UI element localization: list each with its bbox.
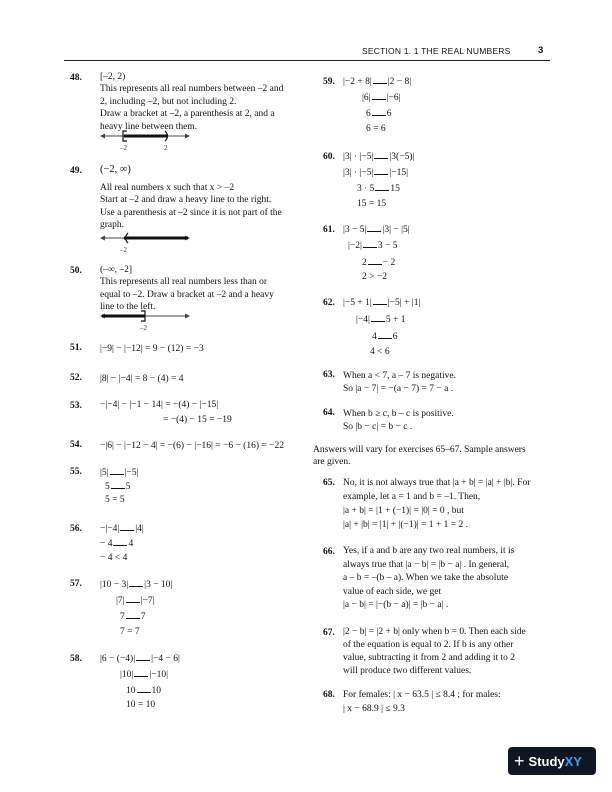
studyxy-logo[interactable]	[508, 747, 596, 775]
expr-right: 10	[151, 686, 161, 696]
text-line: This represents all real numbers less than or	[100, 277, 267, 288]
blank-line	[111, 480, 125, 489]
text-line: When a < 7, a – 7 is negative.	[343, 371, 456, 381]
text-line: | x − 68.9 | ≤ 9.3	[343, 704, 405, 714]
problem-number: 60.	[323, 152, 335, 162]
problem-68-text	[343, 688, 501, 716]
header-rule	[64, 60, 550, 61]
expr-left: 4	[372, 332, 377, 342]
text-line: This represents all real numbers between –2 and	[100, 84, 284, 95]
expr-right: 6	[386, 109, 392, 119]
problem-49-text	[100, 182, 282, 232]
expr-left: |6|	[362, 93, 371, 103]
comparison	[120, 610, 146, 623]
comparison	[348, 239, 398, 252]
blank-line	[120, 522, 134, 531]
blank-line	[371, 313, 385, 322]
text-line: |a| + |b| = |1| + |(−1)| = 1 + 1 = 2 .	[343, 520, 469, 530]
comparison	[357, 182, 400, 195]
text-line: always true that |a − b| = |b − a| . In general,	[343, 559, 510, 570]
comparison	[100, 537, 133, 550]
number-line-49	[100, 232, 190, 254]
blank-line	[373, 75, 387, 84]
problem-number: 50.	[70, 266, 82, 276]
expr-left: 10	[126, 686, 136, 696]
tick-label: –2	[120, 144, 127, 152]
problem-number: 63.	[323, 370, 335, 380]
expr-right: 7	[140, 612, 146, 622]
blank-line	[368, 256, 382, 265]
expr-right: |3 − 10|	[144, 580, 173, 590]
blank-line	[137, 684, 151, 693]
comparison	[126, 684, 161, 697]
comparison	[120, 668, 168, 681]
blank-line	[372, 107, 386, 116]
comparison	[116, 594, 154, 607]
logo-text-a: Study	[528, 753, 565, 769]
text-line: |a + b| = |1 + (−1)| = |0| = 0 , but	[343, 506, 464, 516]
problem-50-text	[100, 264, 274, 314]
blank-line	[367, 223, 381, 232]
expr-right: 3 − 5	[377, 241, 398, 251]
expr-left: 5	[105, 482, 110, 492]
expr-left: |3 − 5|	[343, 225, 367, 235]
expr-right: |−7|	[140, 596, 155, 606]
equation: −|−4| − |−1 − 14| = −(4) − |−15|	[100, 400, 219, 410]
text-line: |a − b| = |−(b − a)| = |b − a| .	[343, 600, 449, 610]
comparison	[343, 150, 414, 163]
problem-number: 62.	[323, 298, 335, 308]
text-line: equal to –2. Draw a bracket at –2 and a heavy	[100, 289, 274, 300]
problem-number: 52.	[70, 373, 82, 383]
expr-left: |3| · |−5|	[343, 152, 374, 162]
text-line: All real numbers x such that x > –2	[100, 183, 235, 193]
blank-line	[372, 91, 386, 100]
problem-67-text	[343, 626, 526, 678]
comparison	[100, 652, 180, 665]
problem-number: 59.	[323, 77, 335, 87]
text-line: Start at –2 and draw a heavy line to the right.	[100, 195, 272, 206]
expr-right: |3(−5)|	[389, 152, 415, 162]
expr-right: |−15|	[389, 168, 409, 178]
text-line: Draw a bracket at –2, a parenthesis at 2, and a	[100, 109, 275, 120]
result: 5 = 5	[105, 495, 125, 505]
text-line: Answers will vary for exercises 65–67. Sample answers	[313, 445, 526, 455]
text-line: 2, including –2, but not including 2.	[100, 96, 237, 107]
problem-number: 54.	[70, 440, 82, 450]
result: 4 < 6	[370, 347, 390, 357]
result: 6 = 6	[366, 124, 386, 134]
equation: |8| − |−4| = 8 − (4) = 4	[100, 374, 184, 384]
tick-label: –2	[120, 246, 127, 254]
problem-number: 68.	[323, 690, 335, 700]
text-line: a – b = –(b – a). When we take the absolute	[343, 573, 509, 583]
equation: = −(4) − 15 = −19	[163, 415, 232, 425]
expr-left: |7|	[116, 596, 125, 606]
problem-65-text	[343, 476, 530, 532]
text-line: When b ≥ c, b – c is positive.	[343, 409, 454, 419]
text-line: So |b − c| = b − c .	[343, 422, 413, 432]
blank-line	[374, 166, 388, 175]
comparison	[100, 466, 138, 479]
result: 10 = 10	[126, 700, 156, 710]
number-line-50	[100, 310, 190, 332]
problem-number: 49.	[70, 166, 82, 176]
number-line-48	[100, 130, 190, 152]
expr-right: 4	[128, 539, 134, 549]
expr-left: −|−4|	[100, 524, 120, 534]
expr-left: 2	[362, 258, 367, 268]
problem-48-text	[100, 71, 283, 133]
text-line: So |a − 7| = −(a − 7) = 7 − a .	[343, 384, 454, 394]
blank-line	[129, 578, 143, 587]
blank-line	[375, 182, 389, 191]
result: − 4 < 4	[100, 553, 128, 563]
expr-left: 7	[120, 612, 125, 622]
expr-right: 15	[390, 184, 400, 194]
problem-number: 51.	[70, 343, 82, 353]
expr-right: |−10|	[149, 670, 168, 680]
comparison	[343, 296, 420, 309]
expr-right: |3| − |5|	[382, 225, 410, 235]
problem-number: 64.	[323, 408, 335, 418]
comparison	[366, 107, 392, 120]
answers-intro	[313, 444, 526, 469]
text-line: Use a parenthesis at –2 since it is not part of the	[100, 207, 282, 218]
problem-number: 67.	[323, 628, 335, 638]
comparison	[356, 313, 406, 326]
blank-line	[373, 296, 387, 305]
text-line: value, subtracting it from 2 and adding it to 2	[343, 653, 516, 663]
logo-text-b: XY	[564, 753, 582, 769]
text-line: heavy line between them.	[100, 121, 198, 132]
text-line: line to the left.	[100, 302, 156, 313]
problem-66-text	[343, 545, 514, 613]
text-line: (–∞, –2]	[100, 265, 133, 275]
problem-number: 53.	[70, 401, 82, 411]
expr-left: |−5 + 1|	[343, 298, 372, 308]
comparison	[105, 480, 131, 493]
text-line: are given.	[313, 457, 351, 468]
expr-left: |−2 + 8|	[343, 77, 372, 87]
expr-left: 3 · 5	[357, 184, 375, 194]
tick-label: –2	[140, 324, 147, 332]
problem-number: 57.	[70, 579, 82, 589]
interval-notation: (−2, ∞)	[100, 164, 131, 175]
problem-number: 61.	[323, 225, 335, 235]
comparison	[343, 166, 408, 179]
result: 15 = 15	[357, 199, 387, 209]
result: 2 > −2	[362, 272, 387, 282]
text-line: [–2, 2)	[100, 72, 126, 82]
equation: −|6| − |−12 − 4| = −(6) − |−16| = −6 − (16) = −22	[100, 441, 284, 451]
blank-line	[113, 537, 127, 546]
page-number: 3	[538, 45, 544, 56]
blank-line	[126, 610, 140, 619]
problem-number: 58.	[70, 654, 82, 664]
blank-line	[374, 150, 388, 159]
expr-right: |−5| + |1|	[387, 298, 421, 308]
blank-line	[363, 239, 377, 248]
text-line: |2 − b| = |2 + b| only when b = 0. Then each side	[343, 627, 526, 637]
expr-right: |−6|	[386, 93, 401, 103]
section-header: SECTION 1. 1 THE REAL NUMBERS	[362, 46, 511, 56]
tick-label: 2	[164, 144, 168, 152]
plus-icon: +	[514, 750, 525, 771]
text-line: value of each side, we get	[343, 586, 442, 597]
problem-number: 66.	[323, 547, 335, 557]
comparison	[362, 91, 400, 104]
comparison	[100, 522, 144, 535]
text-line: will produce two different values.	[343, 666, 472, 676]
expr-left: − 4	[100, 539, 113, 549]
blank-line	[136, 652, 150, 661]
comparison	[343, 75, 411, 88]
expr-right: |2 − 8|	[387, 77, 412, 87]
blank-line	[378, 330, 392, 339]
comparison	[100, 578, 172, 591]
expr-right: − 2	[382, 258, 396, 268]
expr-left: |3| · |−5|	[343, 168, 374, 178]
problem-number: 55.	[70, 467, 82, 477]
expr-right: |−4 − 6|	[151, 654, 180, 664]
problem-number: 48.	[70, 73, 82, 83]
expr-right: 5	[125, 482, 131, 492]
expr-right: |−5|	[124, 468, 139, 478]
text-line: Yes, if a and b are any two real numbers, it is	[343, 546, 515, 556]
blank-line	[134, 668, 148, 677]
problem-number: 65.	[323, 478, 335, 488]
problem-number: 56.	[70, 524, 82, 534]
text-line: example, let a = 1 and b = –1. Then,	[343, 492, 481, 502]
text-line: graph.	[100, 220, 125, 231]
expr-left: |10 − 3|	[100, 580, 129, 590]
text-line: No, it is not always true that |a + b| = |a| + |b|. For	[343, 478, 531, 488]
comparison	[362, 256, 395, 269]
expr-left: |−4|	[356, 315, 370, 325]
expr-left: |−2|	[348, 241, 362, 251]
text-line: For females: | x − 63.5 | ≤ 8.4 ; for males:	[343, 690, 501, 700]
expr-right: 6	[392, 332, 398, 342]
expr-left: |6 − (−4)|	[100, 654, 136, 664]
blank-line	[126, 594, 140, 603]
blank-line	[110, 466, 124, 475]
comparison	[372, 330, 398, 343]
expr-left: |5|	[100, 468, 109, 478]
expr-left: 6	[366, 109, 371, 119]
result: 7 = 7	[120, 627, 140, 637]
equation: |−9| − |−12| = 9 − (12) = −3	[100, 344, 204, 354]
expr-left: |10|	[120, 670, 134, 680]
text-line: of the equation is equal to 2. If b is any other	[343, 640, 514, 650]
expr-right: |4|	[135, 524, 144, 534]
comparison	[343, 223, 410, 236]
expr-right: 5 + 1	[385, 315, 406, 325]
